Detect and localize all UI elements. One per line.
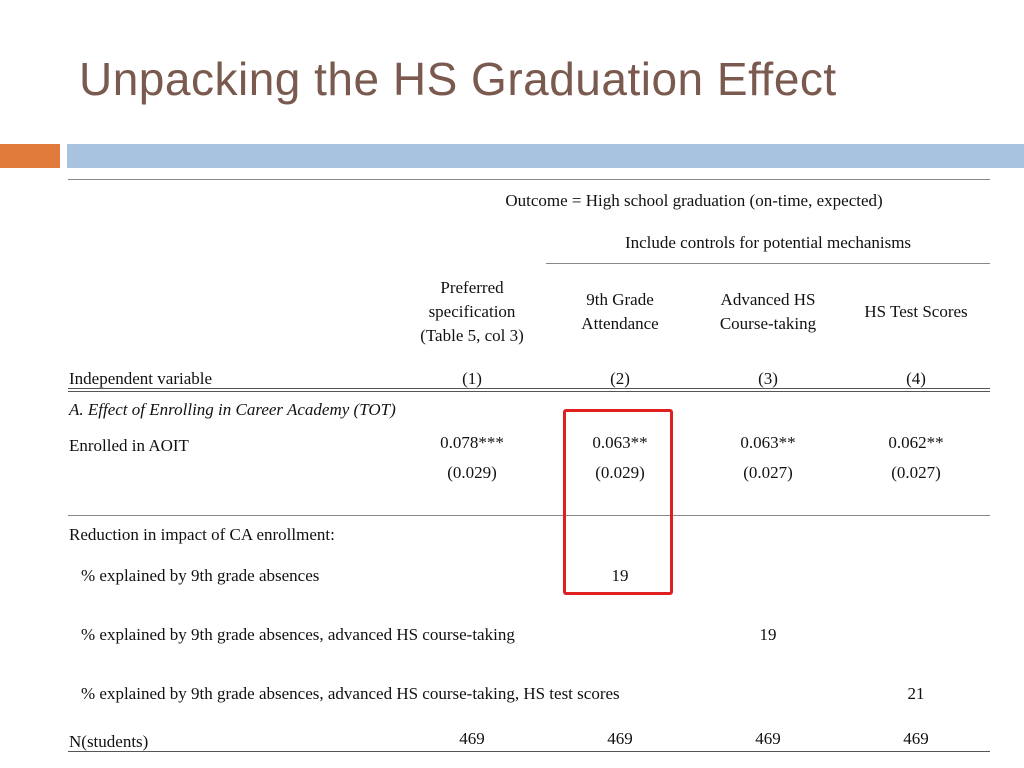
col-number-4: (4) — [906, 369, 926, 388]
estimate-col2: 0.063** — [592, 433, 648, 452]
col3-header-line2: Course-taking — [719, 314, 817, 333]
col1-header-line2: specification — [428, 302, 516, 321]
estimate-col4: 0.062** — [888, 433, 944, 452]
controls-rule — [546, 263, 990, 264]
slide-title: Unpacking the HS Graduation Effect — [79, 53, 837, 105]
explained-row-2-label: % explained by 9th grade absences, advanced HS course-taking — [81, 625, 515, 644]
std-error-col3: (0.027) — [743, 463, 793, 482]
col-number-3: (3) — [758, 369, 778, 388]
n-students-label: N(students) — [69, 732, 149, 751]
outcome-header: Outcome = High school graduation (on-time, expected) — [505, 191, 883, 210]
panel-a-bottom-rule — [68, 515, 990, 516]
table-top-rule — [68, 179, 990, 180]
explained-row-1-value: 19 — [611, 566, 629, 585]
col1-header-line1: Preferred — [440, 278, 504, 297]
controls-header: Include controls for potential mechanisms — [624, 233, 912, 252]
title-accent-bar-blue — [67, 144, 1024, 168]
explained-row-1-label: % explained by 9th grade absences — [81, 566, 320, 585]
col1-header-line3: (Table 5, col 3) — [420, 326, 524, 345]
explained-row-3-label: % explained by 9th grade absences, advanced HS course-taking, HS test scores — [81, 684, 620, 703]
column-2-highlight-box — [563, 409, 673, 595]
col-number-1: (1) — [462, 369, 482, 388]
estimate-col1: 0.078*** — [440, 433, 504, 452]
enrolled-row-label: Enrolled in AOIT — [69, 436, 189, 455]
section-a-heading: A. Effect of Enrolling in Career Academy (TOT) — [69, 400, 396, 419]
std-error-col1: (0.029) — [447, 463, 497, 482]
col2-header-line1: 9th Grade — [586, 290, 654, 309]
independent-variable-label: Independent variable — [69, 369, 213, 388]
n-students-col4: 469 — [903, 729, 929, 748]
std-error-col4: (0.027) — [891, 463, 941, 482]
col2-header-line2: Attendance — [581, 314, 659, 333]
n-students-col1: 469 — [459, 729, 485, 748]
table-bottom-rule — [68, 751, 990, 752]
reduction-heading: Reduction in impact of CA enrollment: — [69, 525, 335, 544]
n-students-col3: 469 — [755, 729, 781, 748]
title-accent-bar-orange — [0, 144, 60, 168]
col4-header: HS Test Scores — [864, 302, 968, 321]
n-students-col2: 469 — [607, 729, 633, 748]
col-number-2: (2) — [610, 369, 630, 388]
estimate-col3: 0.063** — [740, 433, 796, 452]
header-double-rule-bottom — [68, 391, 990, 392]
explained-row-3-value: 21 — [907, 684, 925, 703]
col3-header-line1: Advanced HS — [720, 290, 816, 309]
explained-row-2-value: 19 — [759, 625, 777, 644]
std-error-col2: (0.029) — [595, 463, 645, 482]
